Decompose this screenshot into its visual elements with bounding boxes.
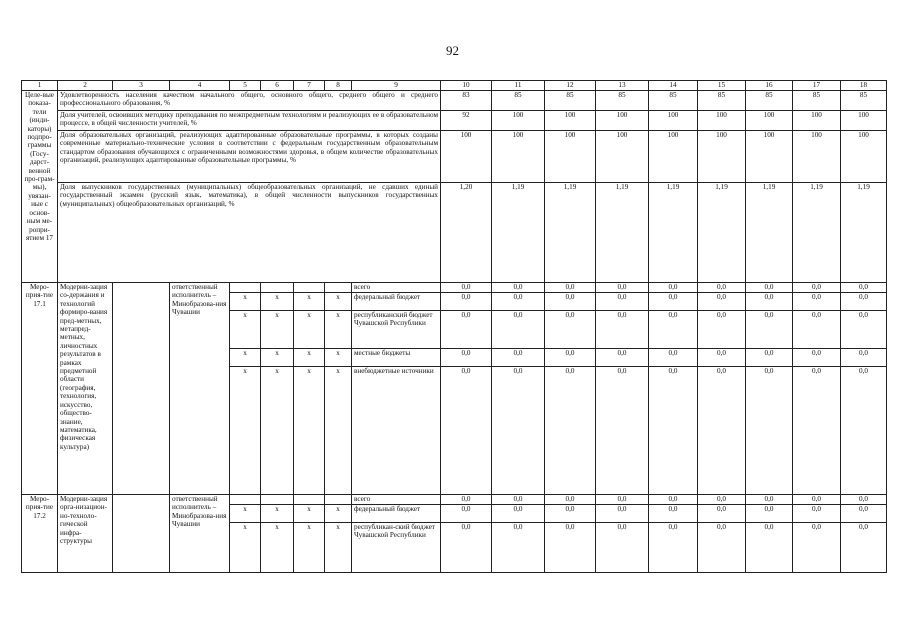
- indicator-value: 85: [545, 91, 596, 111]
- funding-value: 0,0: [441, 367, 492, 495]
- code-cell: x: [325, 505, 352, 523]
- indicator-value: 1,19: [545, 183, 596, 283]
- funding-source: федеральный бюджет: [352, 293, 441, 311]
- indicator-value: 100: [698, 131, 746, 183]
- code-cell: x: [230, 523, 261, 573]
- column-header: 5: [230, 81, 261, 91]
- column-header: 1: [22, 81, 58, 91]
- code-cell: [294, 283, 325, 293]
- funding-value: 0,0: [841, 495, 887, 505]
- indicator-text: Удовлетворенность населения качеством начального общего, основного общего, среднего общего и среднего профессионального образования, %: [58, 91, 441, 111]
- funding-value: 0,0: [545, 311, 596, 349]
- funding-value: 0,0: [698, 283, 746, 293]
- funding-value: 0,0: [746, 349, 793, 367]
- funding-value: 0,0: [698, 523, 746, 573]
- indicator-value: 85: [596, 91, 649, 111]
- funding-value: 0,0: [649, 495, 698, 505]
- code-cell: x: [294, 505, 325, 523]
- indicator-value: 85: [793, 91, 841, 111]
- code-cell: [294, 495, 325, 505]
- code-cell: [230, 495, 261, 505]
- indicator-value: 85: [649, 91, 698, 111]
- indicator-value: 85: [698, 91, 746, 111]
- code-cell: x: [261, 349, 294, 367]
- code-cell: [325, 495, 352, 505]
- code-cell: [230, 283, 261, 293]
- indicator-value: 1,19: [492, 183, 545, 283]
- code-cell: [261, 283, 294, 293]
- code-cell: x: [294, 523, 325, 573]
- column-header: 12: [545, 81, 596, 91]
- code-cell: x: [261, 367, 294, 495]
- indicator-text: Доля учителей, освоивших методику преподавания по межпредметным технологиям и реализующих ее в образовательном процессе, в общей численности учителей, %: [58, 111, 441, 131]
- funding-value: 0,0: [545, 367, 596, 495]
- indicator-value: 100: [441, 131, 492, 183]
- funding-source: всего: [352, 283, 441, 293]
- indicator-value: 1,19: [793, 183, 841, 283]
- indicator-value: 85: [841, 91, 887, 111]
- indicator-value: 1,19: [596, 183, 649, 283]
- funding-value: 0,0: [492, 495, 545, 505]
- funding-value: 0,0: [649, 349, 698, 367]
- event-label: Меро-прия-тие 17.1: [22, 283, 58, 495]
- funding-value: 0,0: [492, 505, 545, 523]
- indicator-value: 85: [492, 91, 545, 111]
- funding-value: 0,0: [545, 293, 596, 311]
- funding-value: 0,0: [492, 367, 545, 495]
- funding-value: 0,0: [746, 495, 793, 505]
- indicator-value: 100: [841, 111, 887, 131]
- indicator-value: 1,19: [841, 183, 887, 283]
- funding-value: 0,0: [746, 505, 793, 523]
- column-header: 4: [170, 81, 230, 91]
- funding-value: 0,0: [441, 495, 492, 505]
- code-cell: x: [325, 311, 352, 349]
- column-header: 7: [294, 81, 325, 91]
- code-cell: x: [230, 311, 261, 349]
- code-cell: x: [294, 311, 325, 349]
- indicator-value: 100: [649, 111, 698, 131]
- empty-cell: [113, 495, 170, 573]
- funding-value: 0,0: [841, 283, 887, 293]
- indicator-value: 100: [492, 111, 545, 131]
- indicator-value: 1,19: [649, 183, 698, 283]
- indicator-value: 100: [841, 131, 887, 183]
- column-header: 10: [441, 81, 492, 91]
- funding-value: 0,0: [841, 523, 887, 573]
- column-header: 6: [261, 81, 294, 91]
- funding-value: 0,0: [698, 367, 746, 495]
- funding-value: 0,0: [596, 367, 649, 495]
- indicator-row: [22, 183, 887, 283]
- funding-value: 0,0: [649, 367, 698, 495]
- funding-value: 0,0: [841, 311, 887, 349]
- code-cell: x: [230, 349, 261, 367]
- funding-value: 0,0: [793, 311, 841, 349]
- indicator-value: 1,20: [441, 183, 492, 283]
- code-cell: [325, 283, 352, 293]
- column-header: 18: [841, 81, 887, 91]
- funding-value: 0,0: [596, 293, 649, 311]
- indicator-value: 100: [492, 131, 545, 183]
- funding-value: 0,0: [746, 523, 793, 573]
- event-executor: ответственный исполнитель – Минобразова-ния Чувашии: [170, 495, 230, 573]
- funding-source: федеральный бюджет: [352, 505, 441, 523]
- indicator-value: 92: [441, 111, 492, 131]
- funding-value: 0,0: [793, 349, 841, 367]
- indicator-value: 100: [746, 111, 793, 131]
- code-cell: x: [230, 293, 261, 311]
- event-name: Модерни-зация со-держания и технологий формиро-вания пред-метных, метапред-метных, личностных результатов в рамках предметной области (география, технология, искусство, общество-знание, математика, физическая культура): [58, 283, 113, 495]
- event-executor: ответственный исполнитель – Минобразова-ния Чувашии: [170, 283, 230, 495]
- column-header: 17: [793, 81, 841, 91]
- funding-value: 0,0: [545, 505, 596, 523]
- funding-source: республиканский бюджет Чувашской Республики: [352, 311, 441, 349]
- funding-value: 0,0: [793, 495, 841, 505]
- indicator-value: 100: [698, 111, 746, 131]
- funding-source: всего: [352, 495, 441, 505]
- indicator-value: 100: [746, 131, 793, 183]
- event-row: [22, 495, 887, 505]
- funding-value: 0,0: [746, 293, 793, 311]
- indicator-text: Доля выпускников государственных (муниципальных) общеобразовательных организаций, не сдавших единый государственный экзамен (русский язык, математика), в общей численности выпускников государственных (муниципальных) общеобразовательных организаций, %: [58, 183, 441, 283]
- indicator-row: [22, 91, 887, 111]
- indicator-value: 100: [545, 131, 596, 183]
- code-cell: x: [261, 523, 294, 573]
- targets-label: Целе-вые показа-тели (инди-каторы) подпро-граммы (Госу-дарст-венной про-грам-мы), увязан-ные с основ-ным ме-ропри-ятием 17: [22, 91, 58, 283]
- header-row: [22, 81, 887, 91]
- column-header: 16: [746, 81, 793, 91]
- funding-source: местные бюджеты: [352, 349, 441, 367]
- event-label: Меро-прия-тие 17.2: [22, 495, 58, 573]
- code-cell: x: [261, 293, 294, 311]
- code-cell: x: [294, 349, 325, 367]
- funding-value: 0,0: [545, 495, 596, 505]
- funding-value: 0,0: [649, 523, 698, 573]
- funding-value: 0,0: [649, 293, 698, 311]
- funding-value: 0,0: [492, 283, 545, 293]
- column-header: 14: [649, 81, 698, 91]
- funding-value: 0,0: [649, 311, 698, 349]
- funding-value: 0,0: [649, 283, 698, 293]
- funding-value: 0,0: [698, 495, 746, 505]
- funding-value: 0,0: [441, 283, 492, 293]
- code-cell: x: [294, 367, 325, 495]
- code-cell: x: [294, 293, 325, 311]
- indicator-value: 100: [596, 111, 649, 131]
- column-header: 3: [113, 81, 170, 91]
- indicator-value: 1,19: [698, 183, 746, 283]
- indicator-value: 85: [746, 91, 793, 111]
- funding-value: 0,0: [841, 293, 887, 311]
- column-header: 9: [352, 81, 441, 91]
- funding-value: 0,0: [698, 505, 746, 523]
- funding-value: 0,0: [545, 349, 596, 367]
- funding-value: 0,0: [441, 523, 492, 573]
- empty-cell: [113, 283, 170, 495]
- column-header: 15: [698, 81, 746, 91]
- funding-value: 0,0: [596, 283, 649, 293]
- indicator-value: 83: [441, 91, 492, 111]
- column-header: 13: [596, 81, 649, 91]
- code-cell: [261, 495, 294, 505]
- funding-value: 0,0: [596, 349, 649, 367]
- funding-value: 0,0: [441, 293, 492, 311]
- indicator-value: 100: [793, 131, 841, 183]
- event-name: Модерни-зация орга-низацион-но-техноло-гической инфра-структуры: [58, 495, 113, 573]
- funding-value: 0,0: [441, 505, 492, 523]
- indicator-value: 100: [545, 111, 596, 131]
- funding-value: 0,0: [649, 505, 698, 523]
- funding-value: 0,0: [492, 311, 545, 349]
- funding-value: 0,0: [492, 293, 545, 311]
- indicator-value: 100: [793, 111, 841, 131]
- funding-value: 0,0: [545, 523, 596, 573]
- funding-value: 0,0: [596, 495, 649, 505]
- funding-value: 0,0: [441, 311, 492, 349]
- funding-value: 0,0: [841, 349, 887, 367]
- code-cell: x: [261, 505, 294, 523]
- funding-value: 0,0: [698, 293, 746, 311]
- event-row: [22, 283, 887, 293]
- funding-value: 0,0: [545, 283, 596, 293]
- code-cell: x: [261, 311, 294, 349]
- funding-value: 0,0: [596, 311, 649, 349]
- funding-value: 0,0: [841, 367, 887, 495]
- code-cell: x: [325, 523, 352, 573]
- indicator-value: 100: [649, 131, 698, 183]
- code-cell: x: [230, 505, 261, 523]
- column-header: 2: [58, 81, 113, 91]
- column-header: 11: [492, 81, 545, 91]
- funding-value: 0,0: [746, 367, 793, 495]
- funding-value: 0,0: [441, 349, 492, 367]
- code-cell: x: [325, 367, 352, 495]
- funding-value: 0,0: [746, 311, 793, 349]
- code-cell: x: [325, 349, 352, 367]
- funding-source: республикан-ский бюджет Чувашской Республики: [352, 523, 441, 573]
- funding-value: 0,0: [746, 283, 793, 293]
- funding-value: 0,0: [492, 523, 545, 573]
- funding-value: 0,0: [841, 505, 887, 523]
- funding-value: 0,0: [793, 523, 841, 573]
- indicator-row: [22, 111, 887, 131]
- indicator-text: Доля образовательных организаций, реализующих адаптированные образовательные программы, в которых созданы современные материально-технические условия в соответствии с федеральным государственным образовательным стандартом образования обучающихся с ограниченными возможностями здоровья, в общем количестве образовательных организаций, реализующих адаптированные образовательные программы, %: [58, 131, 441, 183]
- code-cell: x: [325, 293, 352, 311]
- funding-source: внебюджетные источники: [352, 367, 441, 495]
- funding-value: 0,0: [596, 523, 649, 573]
- funding-value: 0,0: [793, 293, 841, 311]
- indicator-value: 100: [596, 131, 649, 183]
- code-cell: x: [230, 367, 261, 495]
- page-number: 92: [446, 43, 459, 58]
- funding-value: 0,0: [698, 349, 746, 367]
- indicator-value: 1,19: [746, 183, 793, 283]
- column-header: 8: [325, 81, 352, 91]
- funding-value: 0,0: [698, 311, 746, 349]
- funding-value: 0,0: [793, 505, 841, 523]
- program-table: [21, 80, 887, 573]
- funding-value: 0,0: [793, 283, 841, 293]
- indicator-row: [22, 131, 887, 183]
- funding-value: 0,0: [793, 367, 841, 495]
- funding-value: 0,0: [596, 505, 649, 523]
- funding-value: 0,0: [492, 349, 545, 367]
